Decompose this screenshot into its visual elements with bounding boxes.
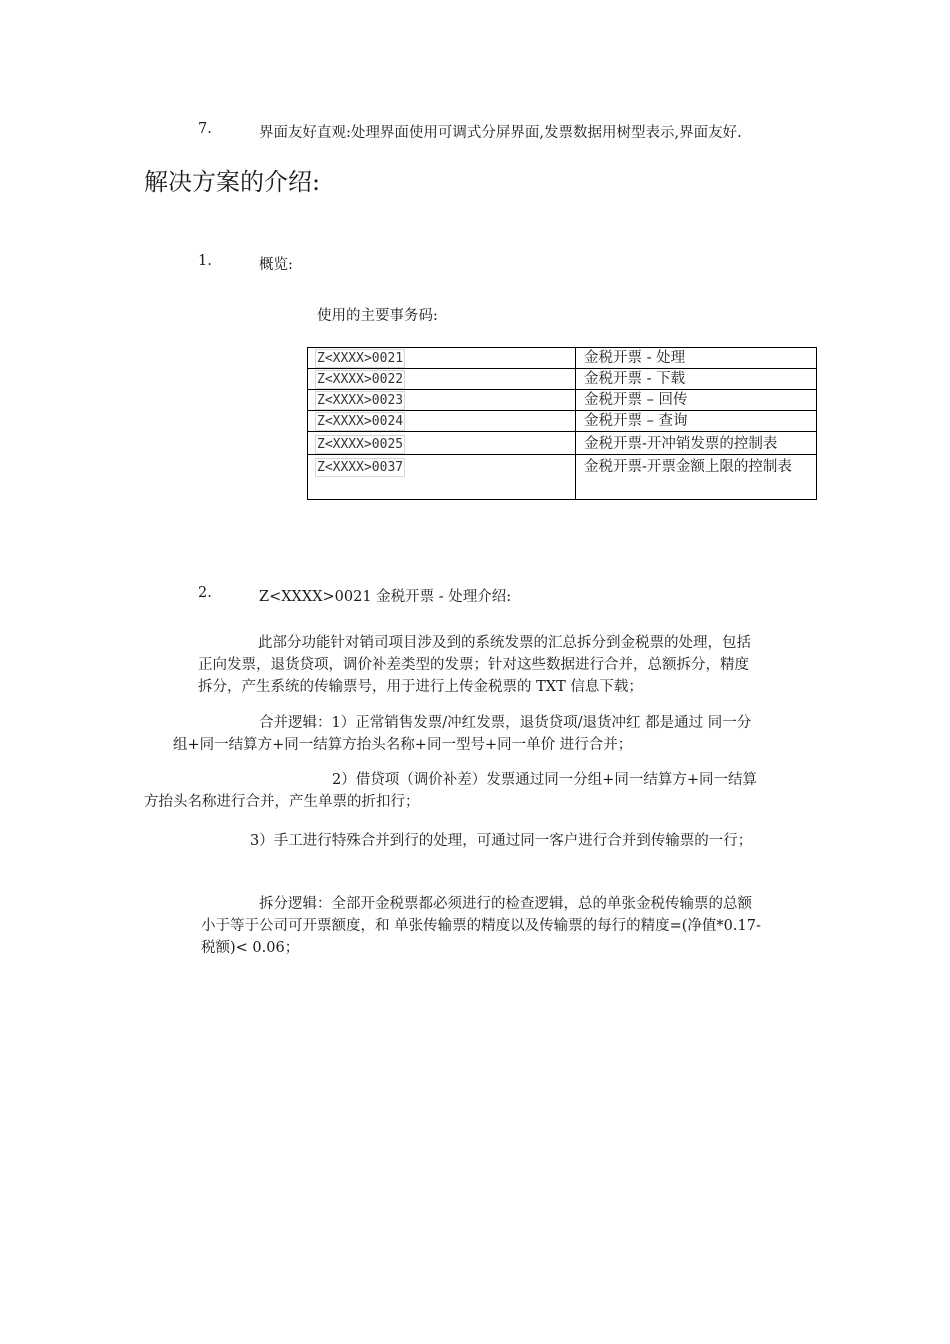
code-cell [308,369,576,390]
merge-logic-3: 3）手工进行特殊合并到行的处理，可通过同一客户进行合并到传输票的一行； [250,833,753,849]
section-title: 解决方案的介绍: [144,168,321,196]
table-row [308,369,817,390]
transaction-code: Z<XXXX>0037 [317,460,404,475]
description-cell: 金税开票 - 下载 [576,369,817,390]
transaction-code: Z<XXXX>0024 [317,414,404,429]
table-row [308,455,817,500]
item-7-text: 界面友好直观:处理界面使用可调式分屏界面,发票数据用树型表示,界面友好. [259,125,742,141]
transaction-code: Z<XXXX>0025 [317,437,404,452]
description-cell: 金税开票-开票金额上限的控制表 [576,455,817,500]
code-cell [308,432,576,455]
code-cell [308,348,576,369]
paragraph-1-line-2: 正向发票，退货贷项，调价补差类型的发票；针对这些数据进行合并，总额拆分，精度 [198,657,749,673]
split-logic-line-1: 拆分逻辑：全部开金税票都必须进行的检查逻辑，总的单张金税传输票的总额 [259,896,752,912]
description-cell: 金税开票 - 处理 [576,348,817,369]
split-logic-line-2: 小于等于公司可开票额度，和 单张传输票的精度以及传输票的每行的精度=(净值*0.17- [201,918,761,934]
description-cell: 金税开票 – 回传 [576,390,817,411]
merge-logic-2-line-2: 方抬头名称进行合并，产生单票的折扣行； [144,794,420,810]
item-2-title: Z<XXXX>0021 金税开票 - 处理介绍: [259,589,512,605]
paragraph-1-line-3: 拆分，产生系统的传输票号，用于进行上传金税票的 TXT 信息下载； [198,679,643,695]
transaction-codes-table [307,347,817,500]
description-cell: 金税开票-开冲销发票的控制表 [576,432,817,455]
table-row [308,411,817,432]
item-1-title: 概览: [259,257,293,273]
table-row [308,432,817,455]
table-row [308,390,817,411]
paragraph-1-line-1: 此部分功能针对销司项目涉及到的系统发票的汇总拆分到金税票的处理，包括 [258,635,751,651]
merge-logic-line-1: 合并逻辑：1）正常销售发票/冲红发票，退货贷项/退货冲红 都是通过 同一分 [259,715,752,731]
code-cell [308,455,576,500]
split-logic-line-3: 税额)< 0.06； [201,940,300,956]
code-cell [308,411,576,432]
item-1-number: 1. [198,253,212,269]
table-row [308,348,817,369]
item-2-number: 2. [198,585,212,601]
transaction-code: Z<XXXX>0021 [317,351,404,366]
merge-logic-2-line-1: 2）借贷项（调价补差）发票通过同一分组+同一结算方+同一结算 [332,772,758,788]
merge-logic-line-2: 组+同一结算方+同一结算方抬头名称+同一型号+同一单价 进行合并； [173,737,633,753]
description-cell: 金税开票 – 查询 [576,411,817,432]
transaction-codes-caption: 使用的主要事务码: [317,308,438,324]
code-cell [308,390,576,411]
transaction-code: Z<XXXX>0023 [317,393,404,408]
transaction-code: Z<XXXX>0022 [317,372,404,387]
item-7-number: 7. [198,121,212,137]
